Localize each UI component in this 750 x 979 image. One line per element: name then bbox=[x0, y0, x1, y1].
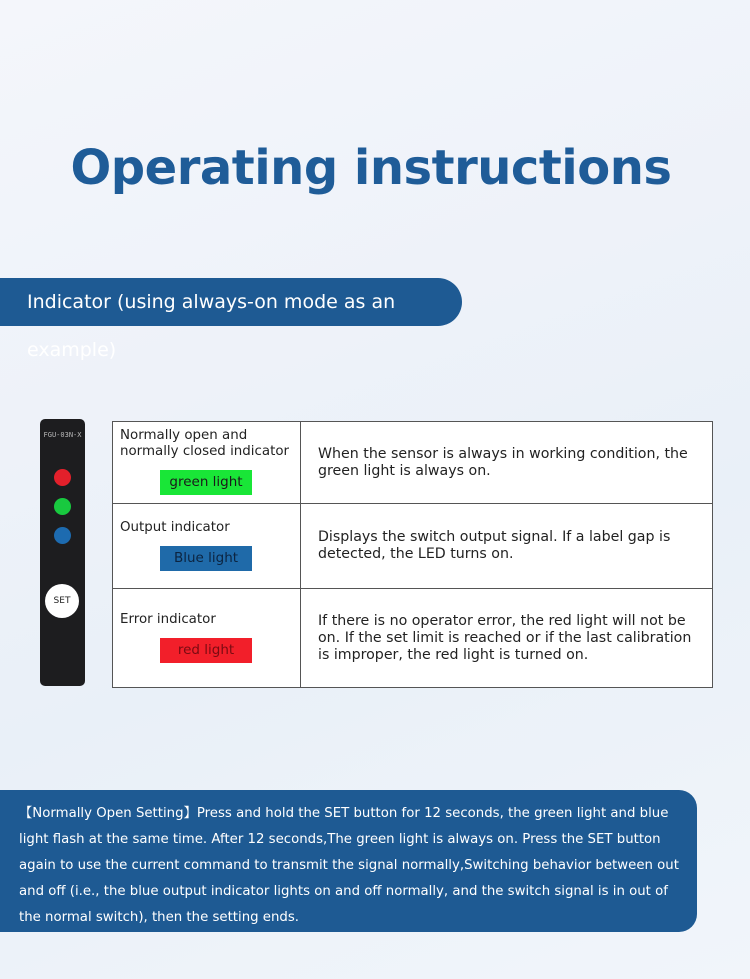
indicator-table bbox=[112, 421, 713, 688]
indicator-name-cell bbox=[113, 589, 301, 688]
indicator-description: When the sensor is always in working condition, the green light is always on. bbox=[301, 422, 713, 504]
red-light-swatch: red light bbox=[160, 638, 252, 663]
indicator-description: If there is no operator error, the red light will not be on. If the set limit is reached or if the last calibration is improper, the red light is turned on. bbox=[301, 589, 713, 688]
indicator-description: Displays the switch output signal. If a label gap is detected, the LED turns on. bbox=[301, 504, 713, 589]
red-led-icon bbox=[54, 469, 71, 486]
sensor-device-image bbox=[40, 419, 85, 686]
blue-light-swatch: Blue light bbox=[160, 546, 252, 571]
device-model-label: FGU-03N-X bbox=[43, 431, 82, 439]
page-title: Operating instructions bbox=[70, 140, 672, 196]
green-light-swatch: green light bbox=[160, 470, 252, 495]
green-led-icon bbox=[54, 498, 71, 515]
table-row bbox=[113, 504, 713, 589]
indicator-name-cell bbox=[113, 504, 301, 589]
normally-open-setting-note: 【Normally Open Setting】Press and hold the SET button for 12 seconds, the green light and blue light flash at the same time. After 12 seconds,The green light is always on. Press the SET button again to use the current command to transmit the signal normally,Switching behavior between out and off (i.e., the blue output indicator lights on and off normally, and the switch signal is in out of the normal switch), then the setting ends. bbox=[0, 790, 697, 932]
table-row bbox=[113, 589, 713, 688]
indicator-name: Output indicator bbox=[120, 519, 230, 535]
indicator-name: Normally open and normally closed indicator bbox=[120, 428, 290, 459]
table-row bbox=[113, 422, 713, 504]
blue-led-icon bbox=[54, 527, 71, 544]
set-button-icon: SET bbox=[45, 584, 79, 618]
indicator-name-cell bbox=[113, 422, 301, 504]
indicator-name: Error indicator bbox=[120, 611, 216, 627]
section-banner: Indicator (using always-on mode as an example) bbox=[0, 278, 462, 326]
